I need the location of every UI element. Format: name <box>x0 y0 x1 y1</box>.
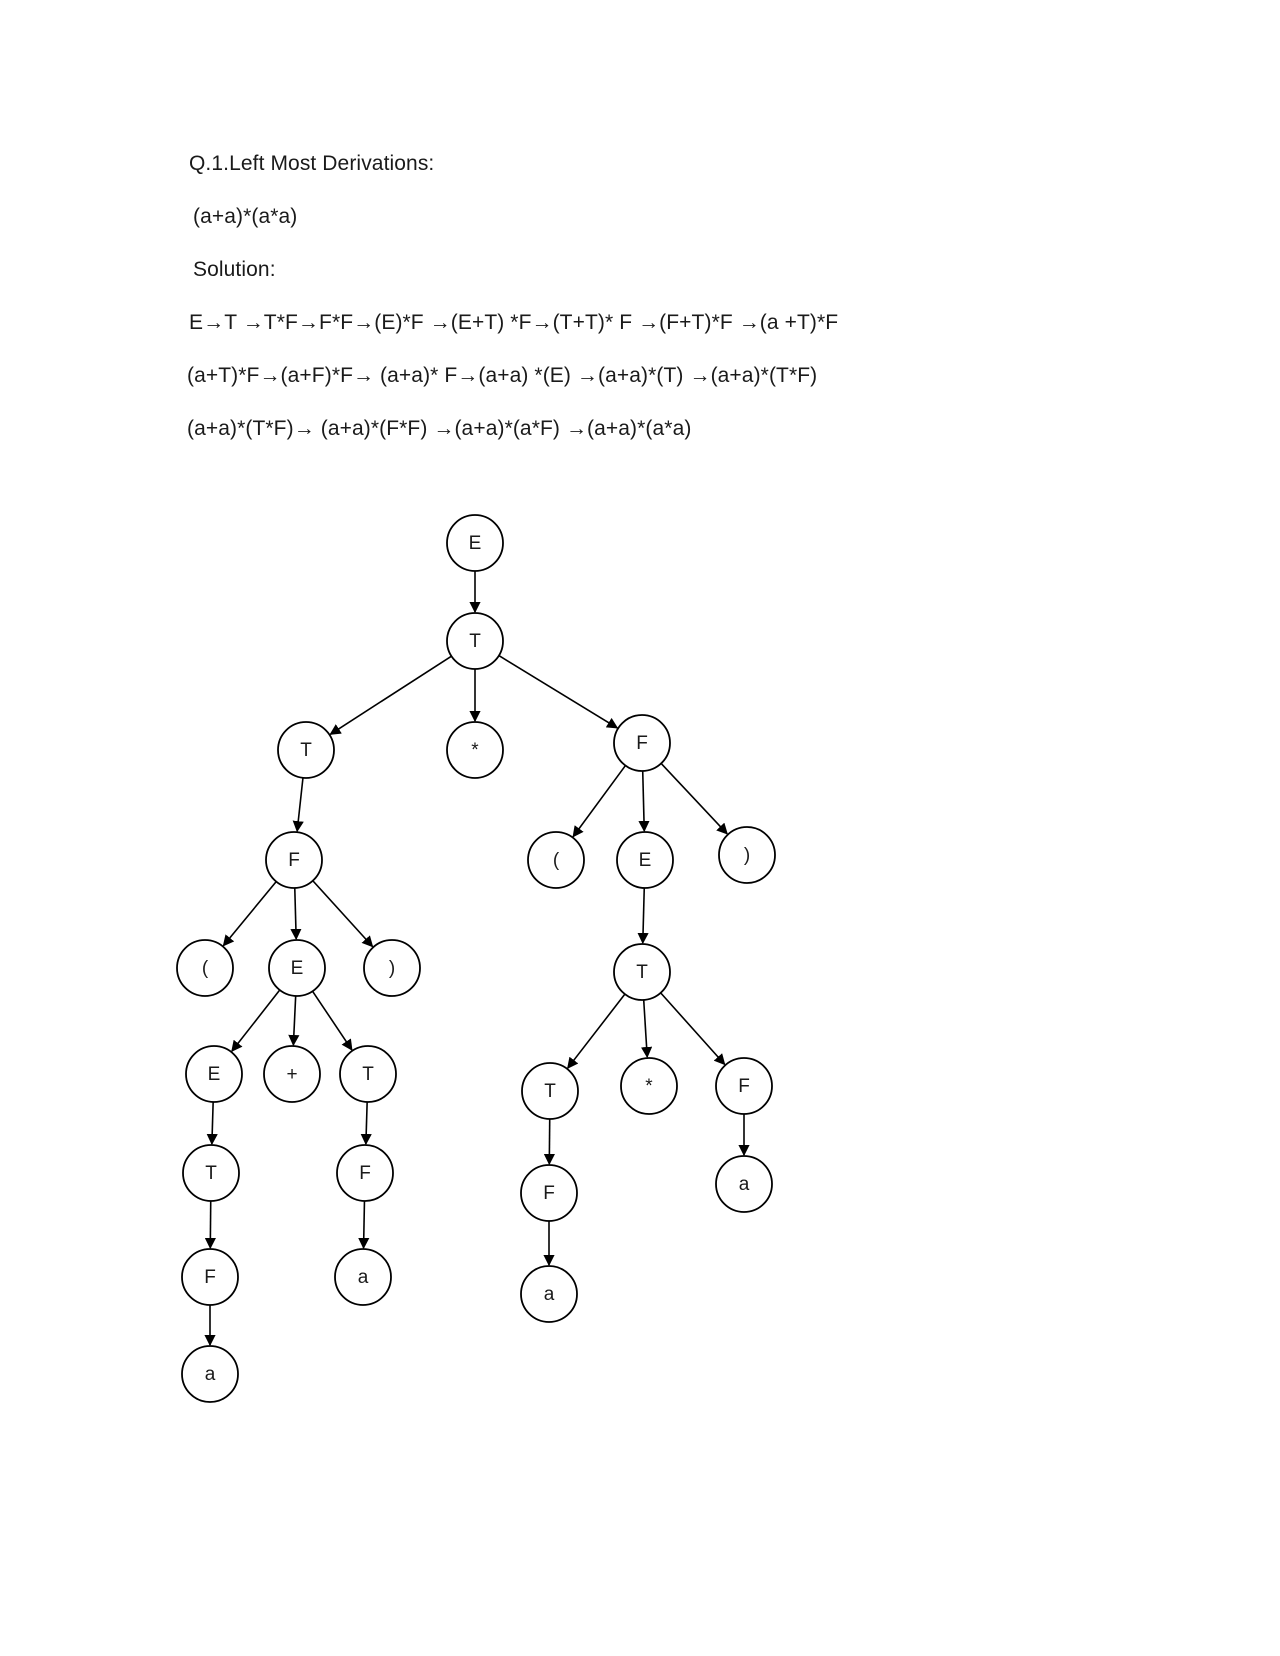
tree-node-label: * <box>645 1076 653 1098</box>
tree-node <box>614 944 670 1000</box>
tree-node <box>447 515 503 571</box>
tree-node <box>177 940 233 996</box>
tree-node-label: F <box>204 1267 216 1289</box>
tree-node <box>617 832 673 888</box>
tree-node <box>335 1249 391 1305</box>
tree-node <box>264 1046 320 1102</box>
tree-edge <box>330 656 451 734</box>
tree-node-label: a <box>357 1267 369 1289</box>
tree-node <box>447 722 503 778</box>
tree-node <box>186 1046 242 1102</box>
tree-edge <box>643 888 644 943</box>
tree-edge <box>573 766 625 837</box>
tree-node-label: E <box>207 1064 221 1086</box>
tree-node <box>528 832 584 888</box>
tree-node-label: * <box>471 740 479 762</box>
tree-node-label: T <box>205 1163 217 1185</box>
tree-node-label: F <box>636 733 648 755</box>
tree-node <box>364 940 420 996</box>
solution-label: Solution: <box>193 258 276 281</box>
tree-node-label: T <box>300 740 312 762</box>
tree-node-label: F <box>543 1183 555 1205</box>
tree-edge <box>313 991 352 1050</box>
tree-node-label: ) <box>743 845 751 867</box>
tree-node-label: ) <box>388 958 396 980</box>
tree-edge <box>568 994 625 1068</box>
tree-node <box>269 940 325 996</box>
tree-node-label: ( <box>201 958 209 980</box>
tree-node <box>521 1165 577 1221</box>
tree-node-label: a <box>543 1284 555 1306</box>
tree-node-label: T <box>362 1064 374 1086</box>
expression: (a+a)*(a*a) <box>193 205 298 228</box>
tree-edge <box>232 990 280 1051</box>
tree-node-label: + <box>286 1064 298 1086</box>
tree-node-label: F <box>359 1163 371 1185</box>
tree-edge <box>661 763 727 833</box>
tree-node-label: E <box>468 533 482 555</box>
tree-edge <box>364 1201 365 1248</box>
tree-node-label: ( <box>552 850 560 872</box>
tree-edge <box>295 888 296 939</box>
tree-node <box>447 613 503 669</box>
tree-node-label: F <box>288 850 300 872</box>
tree-node-label: E <box>290 958 304 980</box>
tree-node <box>716 1058 772 1114</box>
tree-node <box>621 1058 677 1114</box>
tree-node <box>521 1266 577 1322</box>
tree-node-label: F <box>738 1076 750 1098</box>
tree-edge <box>293 996 295 1045</box>
tree-edge <box>297 778 303 831</box>
tree-edge <box>643 771 645 831</box>
tree-node <box>716 1156 772 1212</box>
tree-node <box>266 832 322 888</box>
tree-node-label: a <box>204 1364 216 1386</box>
tree-edge <box>644 1000 648 1057</box>
tree-edge <box>661 993 725 1065</box>
derivation-line-2: (a+T)*F→(a+F)*F→ (a+a)* F→(a+a) *(E) →(a+a)*(T) →(a+a)*(T*F) <box>187 364 818 387</box>
tree-node <box>614 715 670 771</box>
derivation-line-3: (a+a)*(T*F)→ (a+a)*(F*F) →(a+a)*(a*F) →(a+a)*(a*a) <box>187 417 692 440</box>
tree-edge <box>366 1102 367 1144</box>
tree-node <box>337 1145 393 1201</box>
tree-node-label: T <box>544 1081 556 1103</box>
tree-node-label: T <box>636 962 648 984</box>
tree-edge <box>212 1102 213 1144</box>
question-title: Q.1.Left Most Derivations: <box>189 152 435 175</box>
tree-node <box>182 1346 238 1402</box>
derivation-line-1: E→T →T*F→F*F→(E)*F →(E+T) *F→(T+T)* F →(F+T)*F →(a +T)*F <box>189 311 839 334</box>
tree-node-label: T <box>469 631 481 653</box>
tree-node <box>182 1249 238 1305</box>
tree-node <box>719 827 775 883</box>
tree-node <box>340 1046 396 1102</box>
tree-node-label: a <box>738 1174 750 1196</box>
tree-node <box>183 1145 239 1201</box>
tree-node <box>278 722 334 778</box>
tree-node <box>522 1063 578 1119</box>
tree-node-label: E <box>638 850 652 872</box>
tree-edge <box>499 656 617 728</box>
tree-edge <box>223 882 276 946</box>
tree-edge <box>313 881 373 947</box>
